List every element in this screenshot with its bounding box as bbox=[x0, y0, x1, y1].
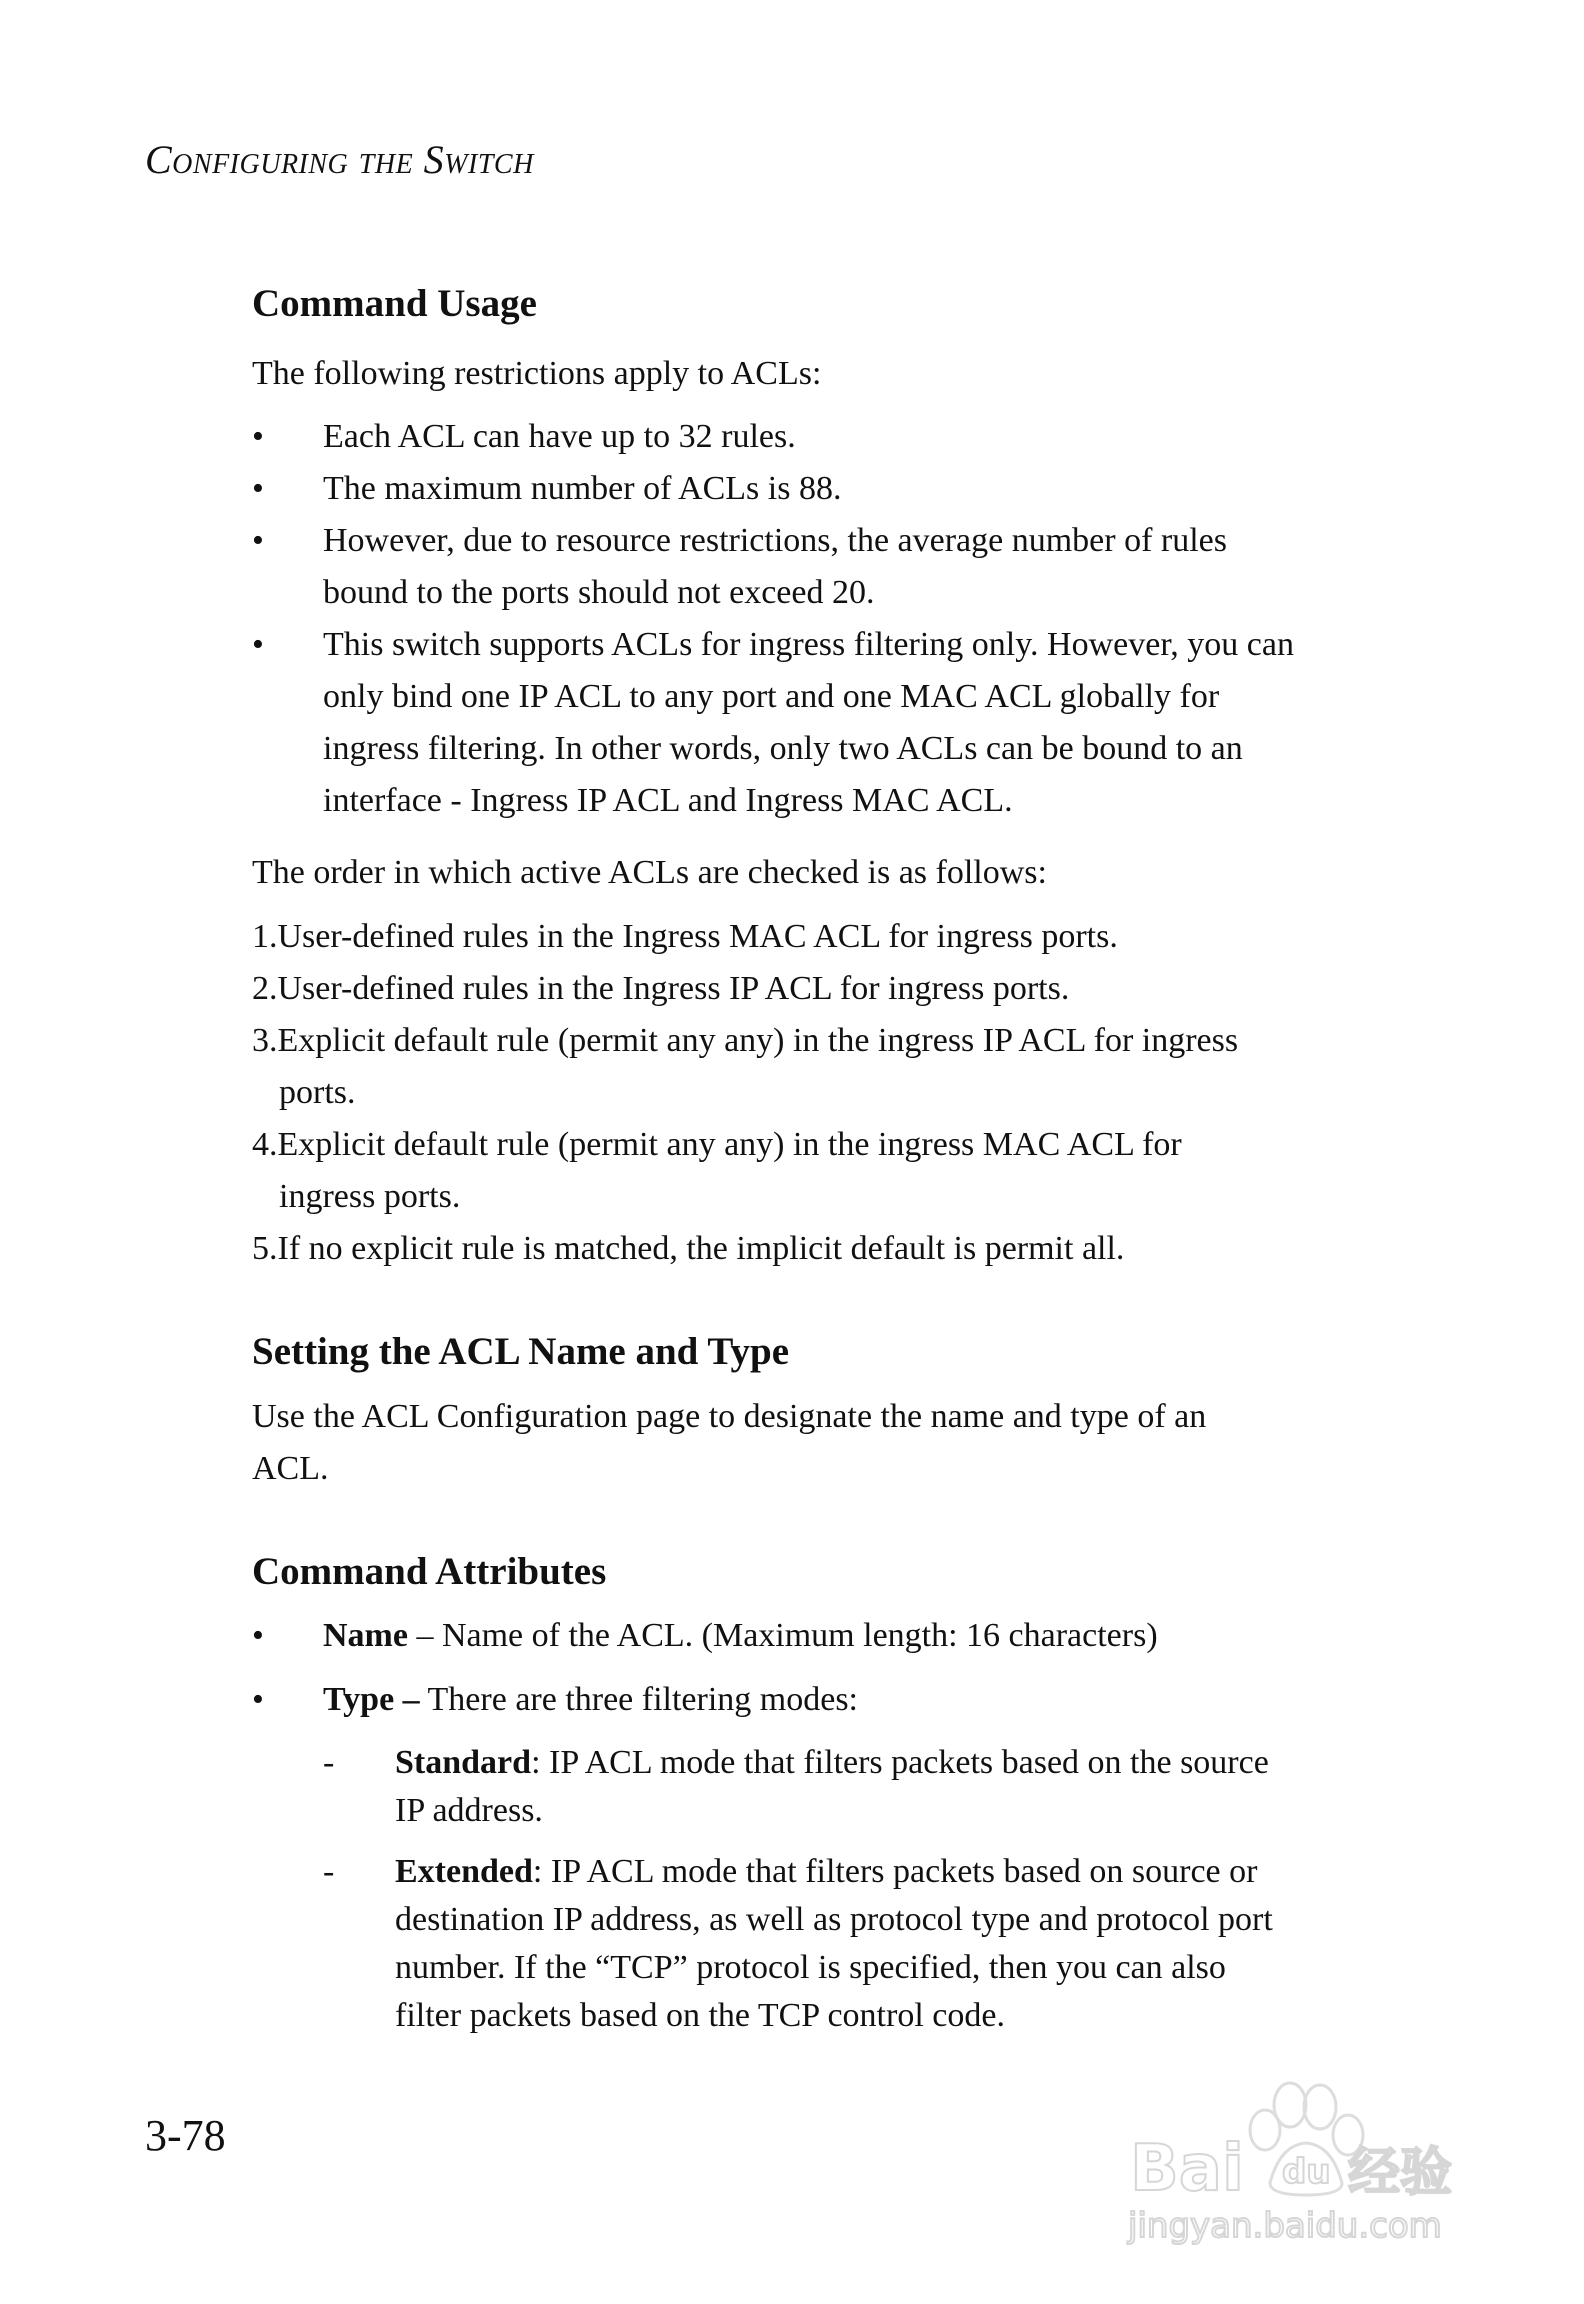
svg-text:du: du bbox=[1282, 2152, 1331, 2192]
running-header: Configuring the Switch bbox=[145, 137, 534, 182]
order-item: 1.User-defined rules in the Ingress MAC ACL for ingress ports. bbox=[252, 918, 1118, 955]
heading-command-attributes: Command Attributes bbox=[252, 1550, 607, 1593]
svg-text:jingyan.baidu.com: jingyan.baidu.com bbox=[1128, 2206, 1442, 2245]
order-item: 2.User-defined rules in the Ingress IP ACL for ingress ports. bbox=[252, 970, 1070, 1007]
order-item: 5.If no explicit rule is matched, the implicit default is permit all. bbox=[252, 1230, 1125, 1267]
baidu-watermark-logo bbox=[1120, 2065, 1460, 2245]
setting-paragraph: Use the ACL Configuration page to designate the name and type of an ACL. bbox=[252, 1398, 1207, 1487]
order-item: 4.Explicit default rule (permit any any) in the ingress MAC ACL for bbox=[252, 1126, 1182, 1163]
heading-setting-acl: Setting the ACL Name and Type bbox=[252, 1330, 790, 1373]
order-list: 1.User-defined rules in the Ingress MAC ACL for ingress ports. 2.User-defined rules in the Ingress IP ACL for ingress ports. 3.Explicit default rule (permit any any) in the ingress IP ACL for ingress ports. 4.Explicit default rule (permit any any) in the ingress MAC ACL for ingress ports. 5.If no explicit rule is matched, the implicit default is permit all. bbox=[252, 911, 1238, 1275]
svg-text:经验: 经验 bbox=[1348, 2143, 1453, 2203]
usage-intro: The following restrictions apply to ACLs: bbox=[252, 355, 822, 392]
order-item: 3.Explicit default rule (permit any any) in the ingress IP ACL for ingress bbox=[252, 1022, 1239, 1059]
svg-text:Bai: Bai bbox=[1130, 2132, 1244, 2206]
page-number: 3-78 bbox=[145, 2111, 226, 2160]
order-intro: The order in which active ACLs are checked is as follows: bbox=[252, 854, 1047, 891]
heading-command-usage: Command Usage bbox=[252, 282, 537, 325]
